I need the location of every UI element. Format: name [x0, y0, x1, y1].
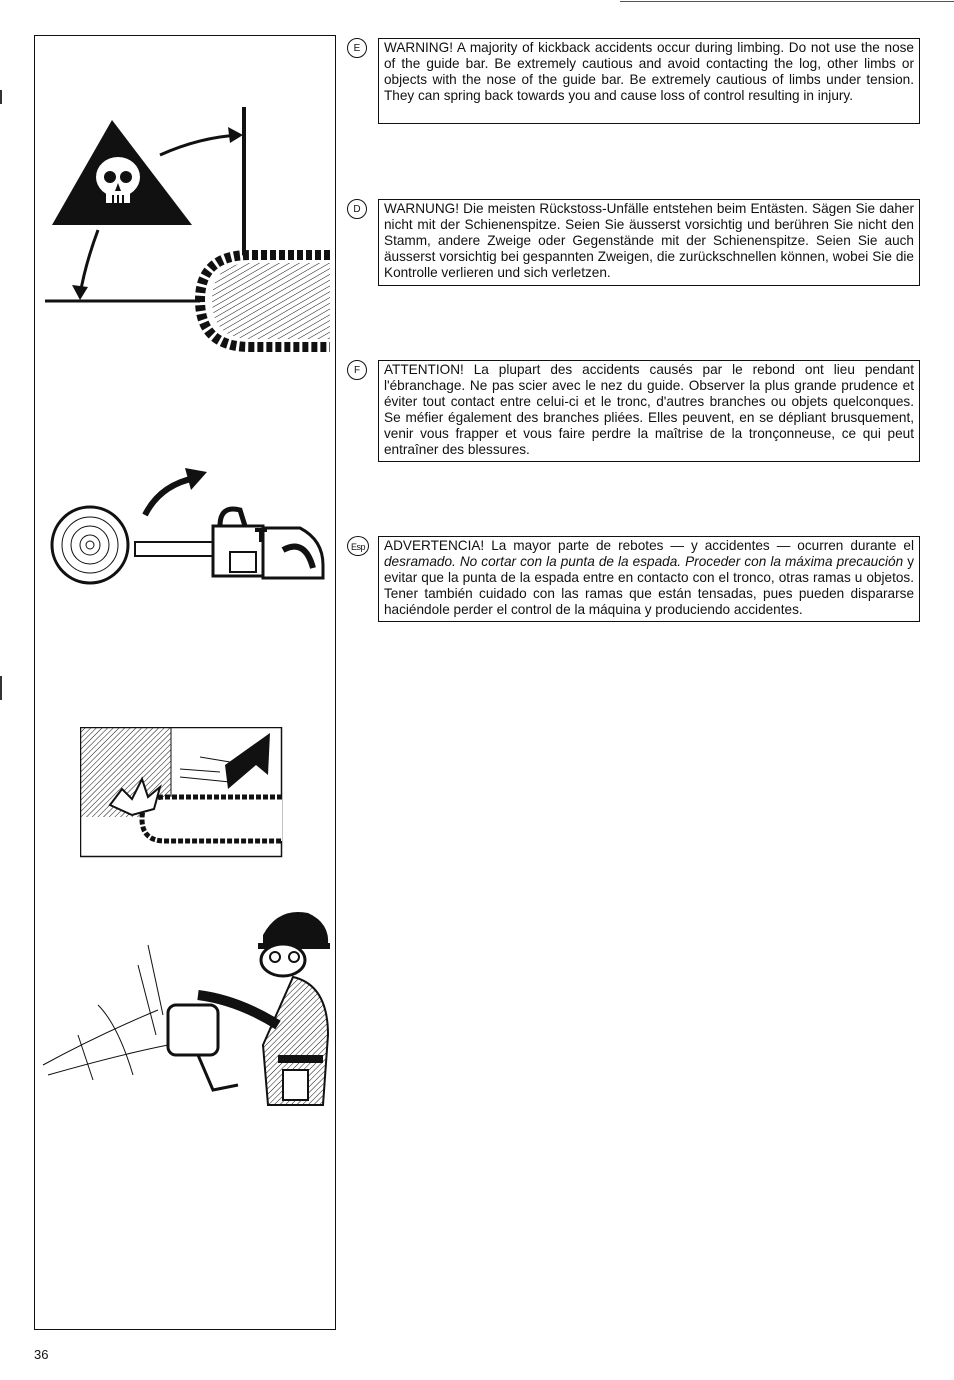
page-number: 36 — [34, 1347, 49, 1362]
warning-text-box — [378, 360, 920, 462]
warning-text-box — [378, 38, 920, 124]
language-badge: D — [347, 199, 367, 219]
warning-text: La plupart des accidents causés par le rebond ont lieu pendant l'ébranchage. Ne pas scier avec le nez du guide. Observer la plus grande prudence et éviter tout contact entre celui-ci et le tronc, d'autres branches ou objets quelconques. Se méfier également des branches pliées. Elles peuvent, en se dépliant brusquement, venir vous frapper et vous faire perdre la maîtrise de la tronçonneuse, ce qui peut entraîner des blessures. — [384, 362, 915, 457]
language-badge: F — [347, 360, 367, 380]
warning-label: ADVERTENCIA! — [384, 538, 485, 553]
operator-limbing-icon — [38, 905, 333, 1110]
chainsaw-kickback-log-icon — [45, 460, 335, 595]
bar-nose-contact-icon — [80, 727, 283, 858]
warning-text-italic: desramado. No cortar con la punta de la espada. Proceder con la máxima precaución — [384, 553, 904, 569]
language-badge: E — [347, 38, 367, 58]
warning-label: ATTENTION! — [384, 362, 464, 377]
warning-text-box — [378, 199, 920, 286]
warning-text: y evitar que la punta de la espada entre en contacto con el tronco, otras ramas u objetos. Tener también cuidado con las ramas que están tensadas, pues pueden dispararse haciéndole perder el control de la máquina y produciendo accidentes. — [384, 553, 915, 617]
warning-text: La mayor parte de rebotes — y accidentes — ocurren durante el — [491, 538, 914, 553]
warning-text: Die meisten Rückstoss-Unfälle entstehen beim Entästen. Sägen Sie daher nicht mit der Schienenspitze. Seien Sie äusserst vorsichtig und berühren Sie nicht den Stamm, andere Zweige oder Gegenstände mit der Schienenspitze. Seien Sie auch äusserst vorsichtig bei gespannten Zweigen, die zurückschnellen können, wobei Sie die Kontrolle verlieren und sich verletzen. — [384, 201, 914, 280]
warning-label: WARNUNG! — [384, 201, 460, 216]
warning-text: A majority of kickback accidents occur during limbing. Do not use the nose of the guide bar. Be extremely cautious and avoid contacting the log, other limbs or objects with the nose of the guide bar. Be extremely cautious of limbs under tension. They can spring back towards you and cause loss of control resulting in injury. — [384, 40, 914, 103]
warning-label: WARNING! — [384, 40, 453, 55]
scan-edge-mark — [0, 676, 2, 700]
skull-warning-triangle-icon — [40, 95, 335, 365]
warning-text-box — [378, 536, 920, 622]
top-rule — [620, 1, 954, 2]
language-badge: Esp — [347, 536, 369, 556]
scan-edge-mark — [0, 90, 2, 104]
